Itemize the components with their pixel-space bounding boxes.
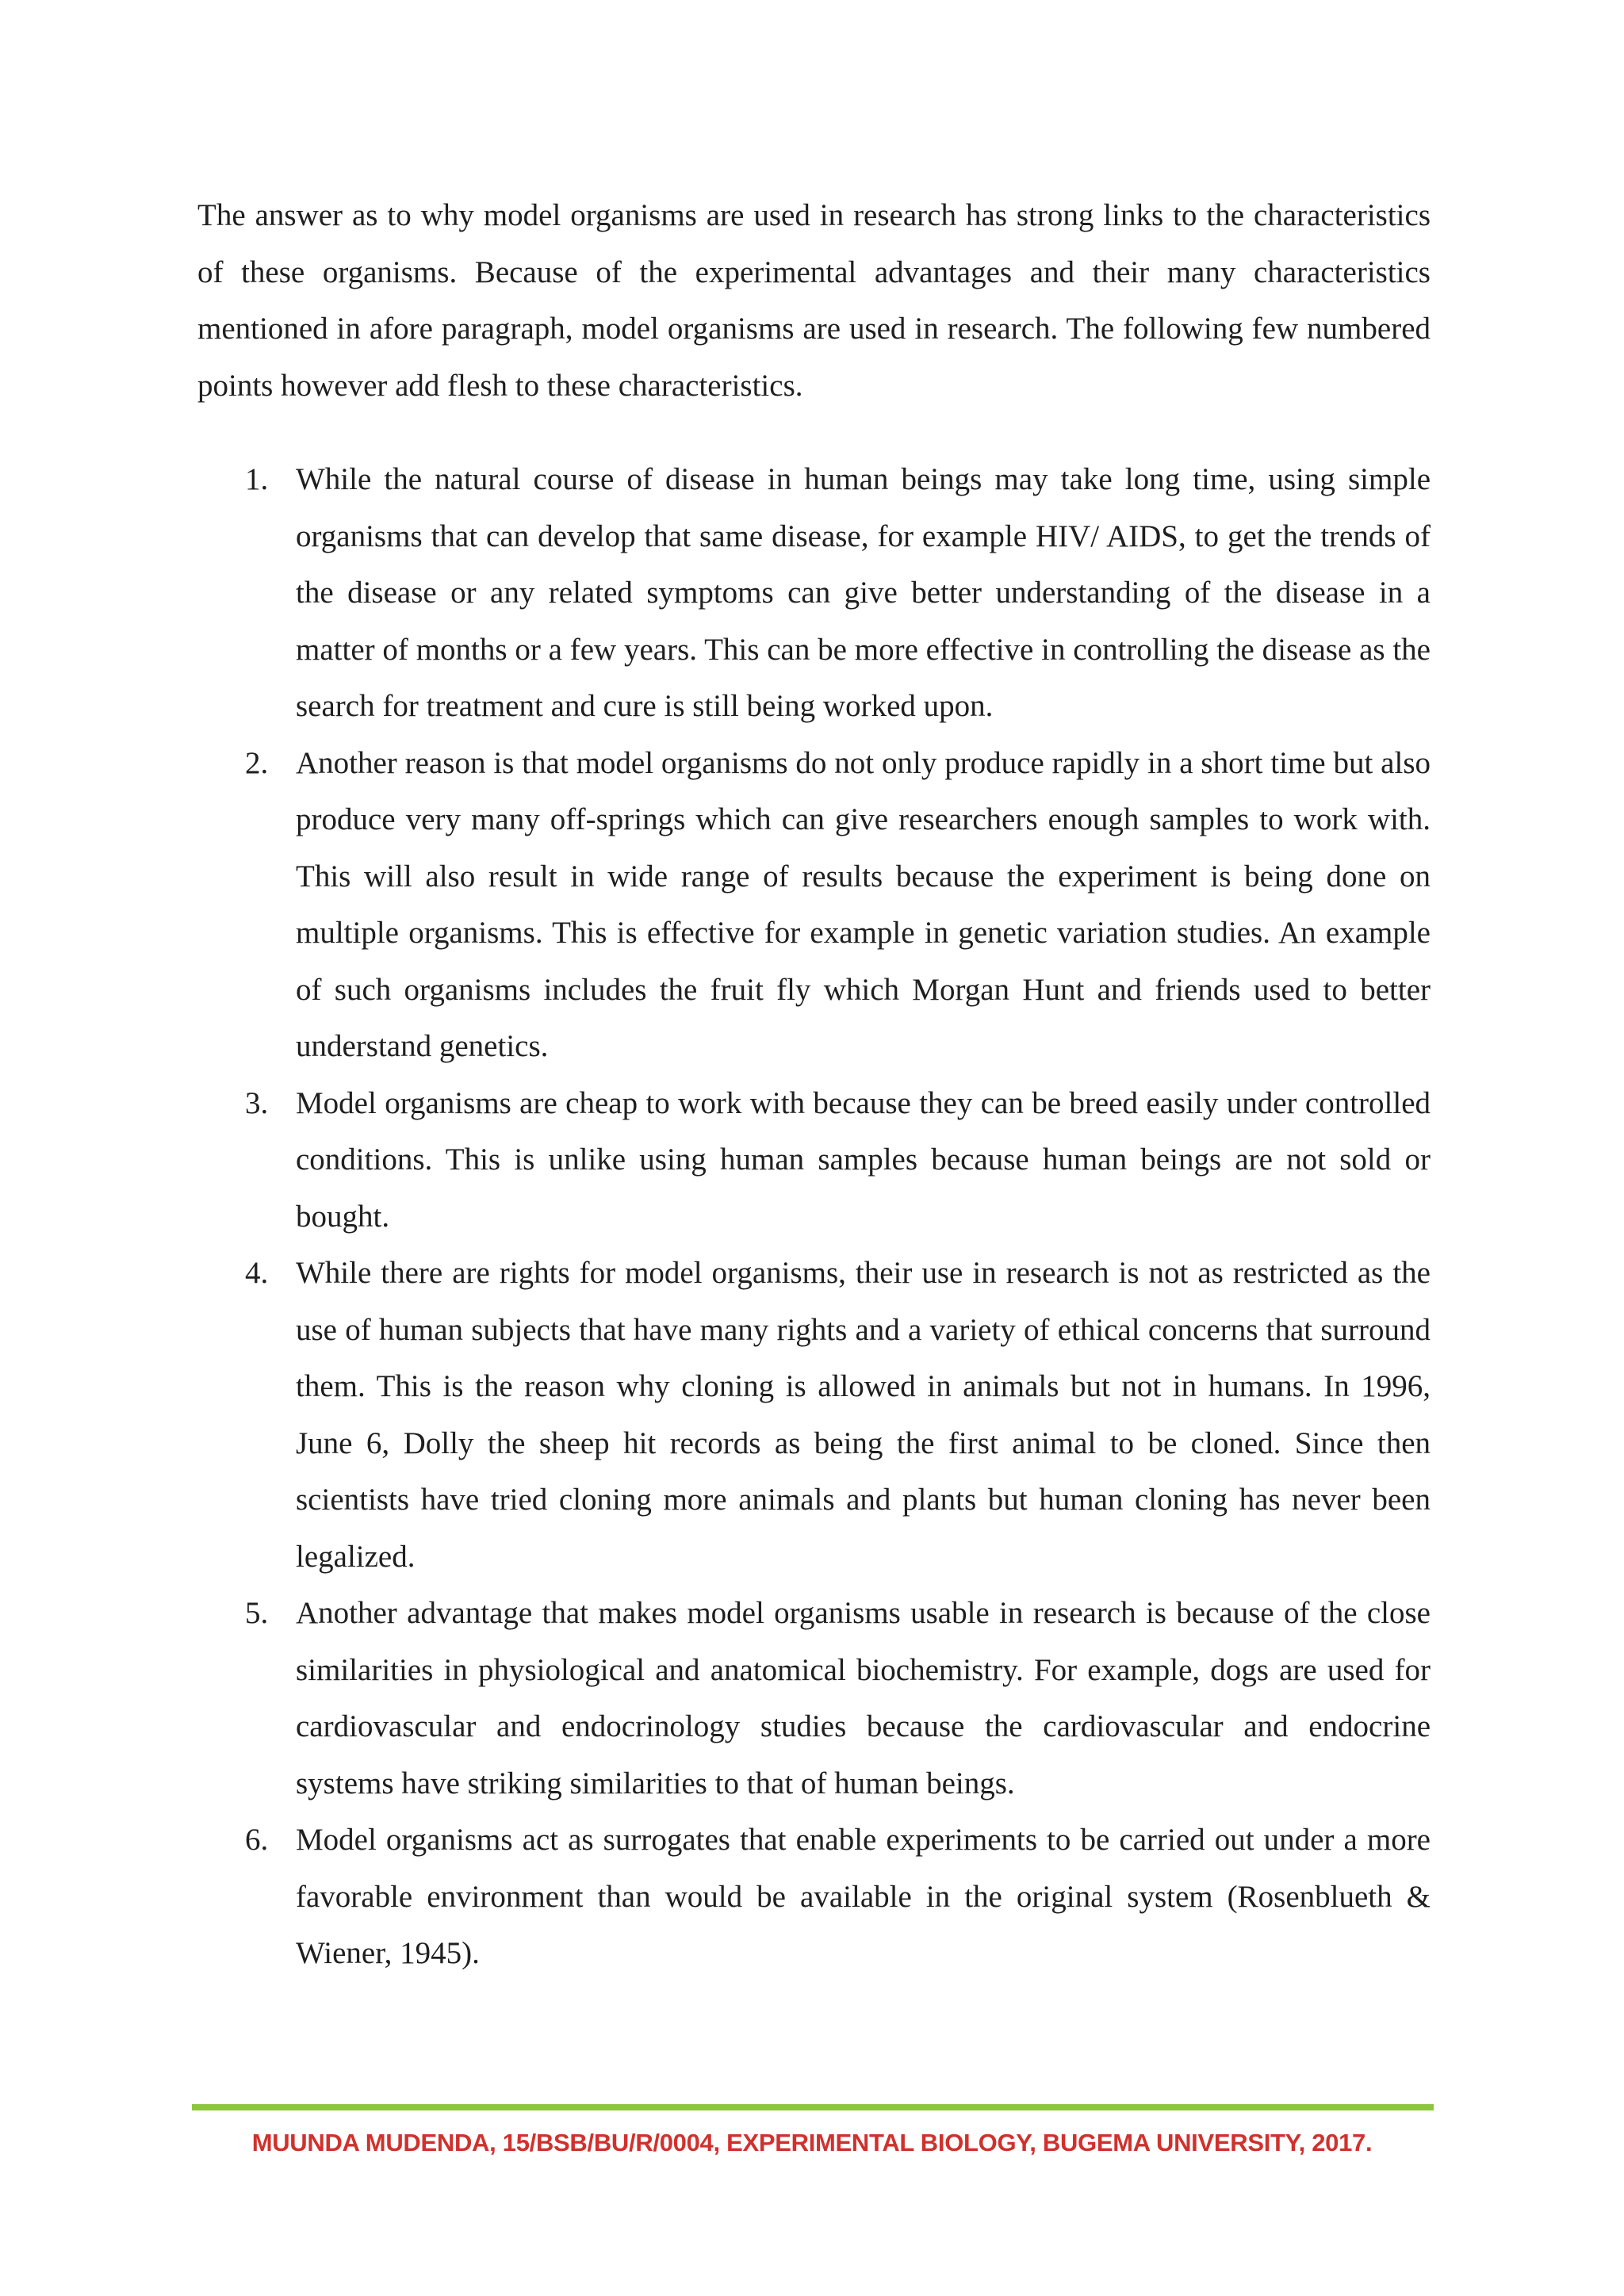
list-item-text: Another reason is that model organisms do not only produce rapidly in a short time but also produce very many off-springs which can give researchers enough samples to work with. This will also result in wide range of results because the experiment is being done on multiple organisms. This is effective for example in genetic variation studies. An example of such organisms includes the fruit fly which Morgan Hunt and friends used to better understand genetics. bbox=[296, 745, 1431, 1063]
list-item-number: 4. bbox=[245, 1256, 269, 1290]
footer-text: MUUNDA MUDENDA, 15/BSB/BU/R/0004, EXPERIMENTAL BIOLOGY, BUGEMA UNIVERSITY, 2017. bbox=[251, 2129, 1373, 2156]
list-item-text: Model organisms act as surrogates that enable experiments to be carried out under a more favorable environment than would be available in the original system (Rosenblueth & Wiener, 1945). bbox=[296, 1823, 1431, 1970]
list-item-number: 5. bbox=[245, 1596, 269, 1630]
footer-divider bbox=[192, 2104, 1434, 2110]
numbered-points-list bbox=[197, 451, 1431, 1982]
list-item-number: 3. bbox=[245, 1085, 269, 1120]
list-item-number: 6. bbox=[245, 1823, 269, 1857]
list-item bbox=[197, 1245, 1431, 1585]
list-item bbox=[197, 1075, 1431, 1246]
list-item-text: While the natural course of disease in human beings may take long time, using simple organisms that can develop that same disease, for example HIV/ AIDS, to get the trends of the disease or any related symptoms can give better understanding of the disease in a matter of months or a few years. This can be more effective in controlling the disease as the search for treatment and cure is still being worked upon. bbox=[296, 462, 1431, 723]
list-item bbox=[197, 451, 1431, 735]
list-item bbox=[197, 735, 1431, 1075]
list-item bbox=[197, 1585, 1431, 1812]
intro-paragraph: The answer as to why model organisms are used in research has strong links to the characteristics of these organisms. Because of the experimental advantages and their many characteristics mentioned in afore paragraph, model organisms are used in research. The following few numbered points however add flesh to these characteristics. bbox=[197, 198, 1431, 403]
list-item-text: While there are rights for model organisms, their use in research is not as restricted as the use of human subjects that have many rights and a variety of ethical concerns that surround them. This is the reason why cloning is allowed in animals but not in humans. In 1996, June 6, Dolly the sheep hit records as being the first animal to be cloned. Since then scientists have tried cloning more animals and plants but human cloning has never been legalized. bbox=[296, 1256, 1431, 1574]
list-item-number: 1. bbox=[245, 462, 269, 496]
list-item bbox=[197, 1812, 1431, 1982]
list-item-text: Model organisms are cheap to work with because they can be breed easily under controlled conditions. This is unlike using human samples because human beings are not sold or bought. bbox=[296, 1085, 1431, 1234]
list-item-text: Another advantage that makes model organisms usable in research is because of the close similarities in physiological and anatomical biochemistry. For example, dogs are used for cardiovascular and endocrinology studies because the cardiovascular and endocrine systems have striking similarities to that of human beings. bbox=[296, 1596, 1431, 1800]
list-item-number: 2. bbox=[245, 745, 269, 780]
